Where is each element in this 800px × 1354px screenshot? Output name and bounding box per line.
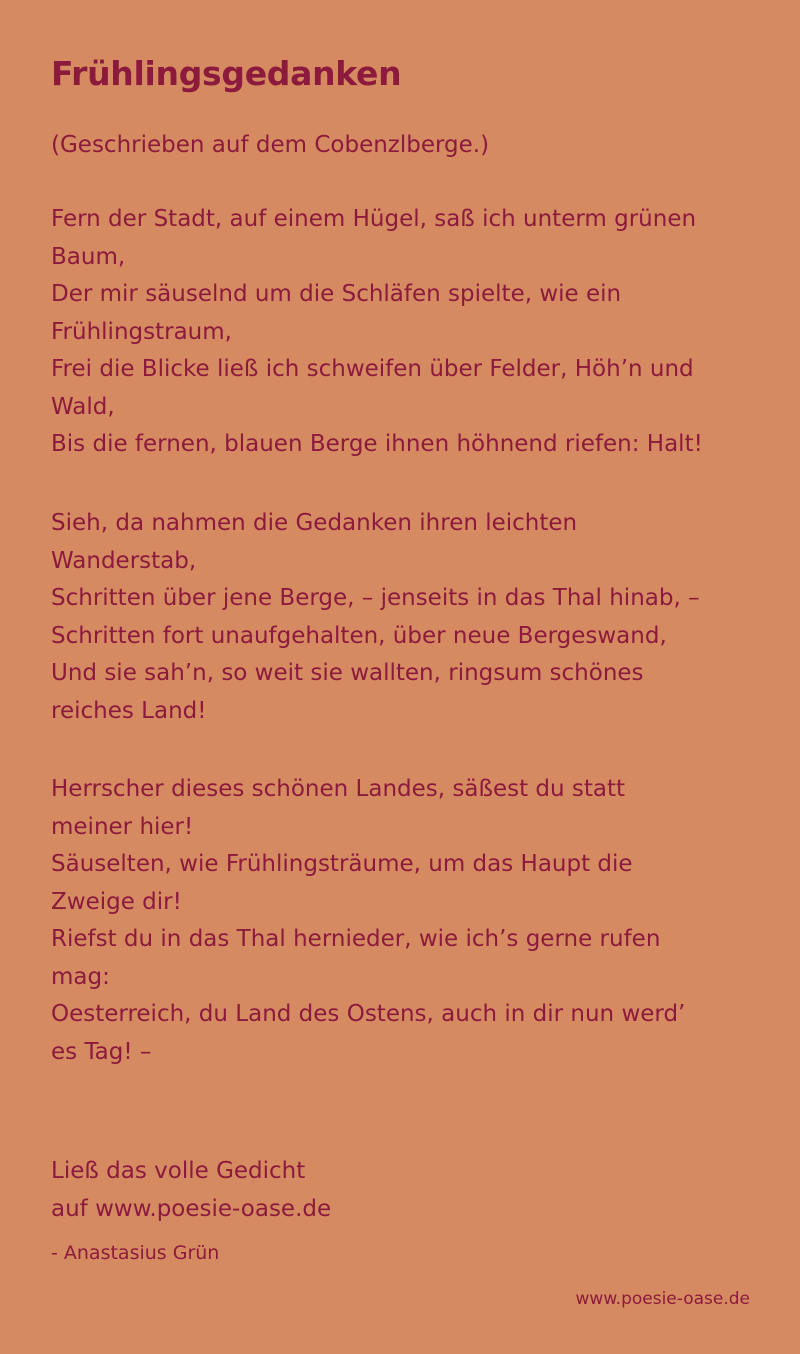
poem-line: Wanderstab,: [51, 547, 197, 574]
poem-line: Frühlingstraum,: [51, 318, 232, 345]
poem-line: Riefst du in das Thal hernieder, wie ich’s gerne rufen: [51, 926, 661, 952]
poem-line: mag:: [51, 963, 110, 990]
stanza-1: [51, 201, 766, 464]
poem-line: Schritten über jene Berge, – jenseits in das Thal hinab, –: [51, 585, 700, 611]
poem-line: Und sie sah’n, so weit sie wallten, ringsum schönes: [51, 660, 644, 686]
poem-subtitle: (Geschrieben auf dem Cobenzlberge.): [51, 132, 490, 158]
poem-author: - Anastasius Grün: [51, 1242, 220, 1264]
poem-line: es Tag! –: [51, 1038, 152, 1065]
full-poem-note-line1: Ließ das volle Gedicht: [51, 1158, 306, 1184]
poem-line: reiches Land!: [51, 697, 207, 724]
full-poem-note: [51, 1153, 331, 1228]
poem-line: Zweige dir!: [51, 888, 182, 915]
poem-line: Fern der Stadt, auf einem Hügel, saß ich unterm grünen: [51, 206, 697, 232]
poem-line: Baum,: [51, 243, 126, 270]
poem-line: Herrscher dieses schönen Landes, säßest du statt: [51, 776, 626, 802]
stanza-3: [51, 771, 766, 1071]
poem-line: Frei die Blicke ließ ich schweifen über Felder, Höh’n und: [51, 356, 694, 382]
poem-line: Oesterreich, du Land des Ostens, auch in dir nun werd’: [51, 1001, 686, 1027]
poem-line: Schritten fort unaufgehalten, über neue Bergeswand,: [51, 622, 667, 649]
poem-line: Bis die fernen, blauen Berge ihnen höhnend riefen: Halt!: [51, 431, 703, 457]
stanza-2: [51, 505, 766, 730]
full-poem-note-link: auf www.poesie-oase.de: [51, 1195, 332, 1222]
poem-line: meiner hier!: [51, 813, 194, 840]
poem-line: Der mir säuselnd um die Schläfen spielte, wie ein: [51, 281, 622, 307]
site-watermark: www.poesie-oase.de: [575, 1289, 750, 1309]
poem-line: Wald,: [51, 393, 115, 420]
poem-line: Sieh, da nahmen die Gedanken ihren leichten: [51, 510, 578, 536]
poem-line: Säuselten, wie Frühlingsträume, um das Haupt die: [51, 851, 633, 877]
poem-title: Frühlingsgedanken: [51, 54, 402, 93]
